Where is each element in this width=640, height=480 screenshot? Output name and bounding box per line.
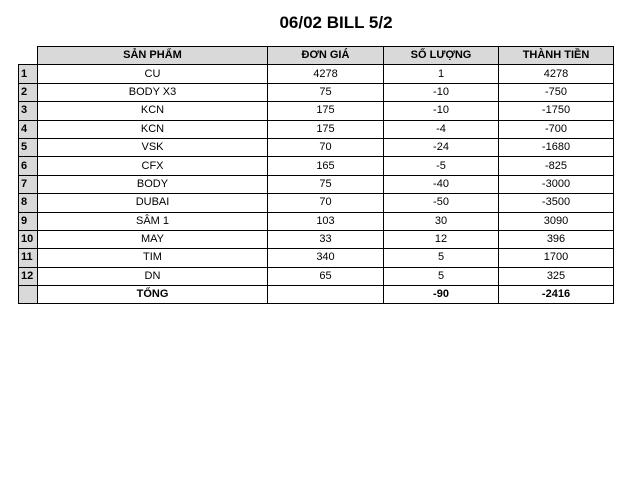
cell-unit-price: 70 <box>268 194 384 212</box>
table-row <box>19 83 614 101</box>
cell-unit-price: 175 <box>268 120 384 138</box>
cell-amount: 1700 <box>499 249 614 267</box>
cell-unit-price: 65 <box>268 267 384 285</box>
table-row <box>19 212 614 230</box>
cell-quantity: 5 <box>384 267 499 285</box>
header-row <box>19 47 614 65</box>
row-number: 3 <box>19 102 38 120</box>
bill-title: 06/02 BILL 5/2 <box>279 13 393 32</box>
bill-table <box>18 46 614 304</box>
cell-amount: 3090 <box>499 212 614 230</box>
table-row <box>19 102 614 120</box>
row-number: 5 <box>19 138 38 156</box>
cell-product: CFX <box>38 157 268 175</box>
cell-product: KCN <box>38 102 268 120</box>
table-row <box>19 175 614 193</box>
cell-quantity: -4 <box>384 120 499 138</box>
row-number: 7 <box>19 175 38 193</box>
total-amount: -2416 <box>499 286 614 304</box>
cell-quantity: -10 <box>384 83 499 101</box>
cell-quantity: -40 <box>384 175 499 193</box>
cell-amount: -3000 <box>499 175 614 193</box>
cell-amount: -750 <box>499 83 614 101</box>
row-number: 4 <box>19 120 38 138</box>
cell-product: BODY <box>38 175 268 193</box>
total-quantity: -90 <box>384 286 499 304</box>
cell-amount: -3500 <box>499 194 614 212</box>
cell-unit-price: 75 <box>268 175 384 193</box>
cell-product: MAY <box>38 230 268 248</box>
cell-product: TIM <box>38 249 268 267</box>
cell-product: BODY X3 <box>38 83 268 101</box>
cell-amount: -825 <box>499 157 614 175</box>
row-number: 2 <box>19 83 38 101</box>
cell-product: CU <box>38 65 268 83</box>
table-body <box>19 65 614 286</box>
cell-unit-price: 70 <box>268 138 384 156</box>
column-header-quantity: SỐ LƯỢNG <box>384 47 499 65</box>
table-row <box>19 230 614 248</box>
cell-product: VSK <box>38 138 268 156</box>
cell-unit-price: 165 <box>268 157 384 175</box>
cell-quantity: -5 <box>384 157 499 175</box>
table-row <box>19 267 614 285</box>
cell-quantity: 12 <box>384 230 499 248</box>
cell-product: DN <box>38 267 268 285</box>
row-number: 12 <box>19 267 38 285</box>
column-header-amount: THÀNH TIỀN <box>499 47 614 65</box>
cell-unit-price: 340 <box>268 249 384 267</box>
cell-amount: -1680 <box>499 138 614 156</box>
row-number: 9 <box>19 212 38 230</box>
row-number: 1 <box>19 65 38 83</box>
row-number: 11 <box>19 249 38 267</box>
cell-unit-price: 175 <box>268 102 384 120</box>
total-unit-price <box>268 286 384 304</box>
corner-cell <box>19 47 38 65</box>
cell-unit-price: 75 <box>268 83 384 101</box>
column-header-product: SẢN PHẨM <box>38 47 268 65</box>
cell-quantity: 30 <box>384 212 499 230</box>
table-row <box>19 120 614 138</box>
cell-product: KCN <box>38 120 268 138</box>
cell-product: DUBAI <box>38 194 268 212</box>
row-number: 10 <box>19 230 38 248</box>
row-number: 8 <box>19 194 38 212</box>
table-row <box>19 249 614 267</box>
cell-quantity: -50 <box>384 194 499 212</box>
cell-quantity: 1 <box>384 65 499 83</box>
cell-quantity: 5 <box>384 249 499 267</box>
table-row <box>19 157 614 175</box>
cell-amount: -700 <box>499 120 614 138</box>
table-row <box>19 194 614 212</box>
cell-amount: 325 <box>499 267 614 285</box>
cell-amount: 396 <box>499 230 614 248</box>
cell-unit-price: 103 <box>268 212 384 230</box>
cell-quantity: -24 <box>384 138 499 156</box>
total-index-cell <box>19 286 38 304</box>
table-row <box>19 65 614 83</box>
column-header-unit-price: ĐƠN GIÁ <box>268 47 384 65</box>
cell-unit-price: 4278 <box>268 65 384 83</box>
row-number: 6 <box>19 157 38 175</box>
cell-product: SÂM 1 <box>38 212 268 230</box>
cell-amount: 4278 <box>499 65 614 83</box>
cell-amount: -1750 <box>499 102 614 120</box>
cell-quantity: -10 <box>384 102 499 120</box>
total-label: TỔNG <box>38 286 268 304</box>
cell-unit-price: 33 <box>268 230 384 248</box>
total-row <box>19 286 614 304</box>
table-row <box>19 138 614 156</box>
